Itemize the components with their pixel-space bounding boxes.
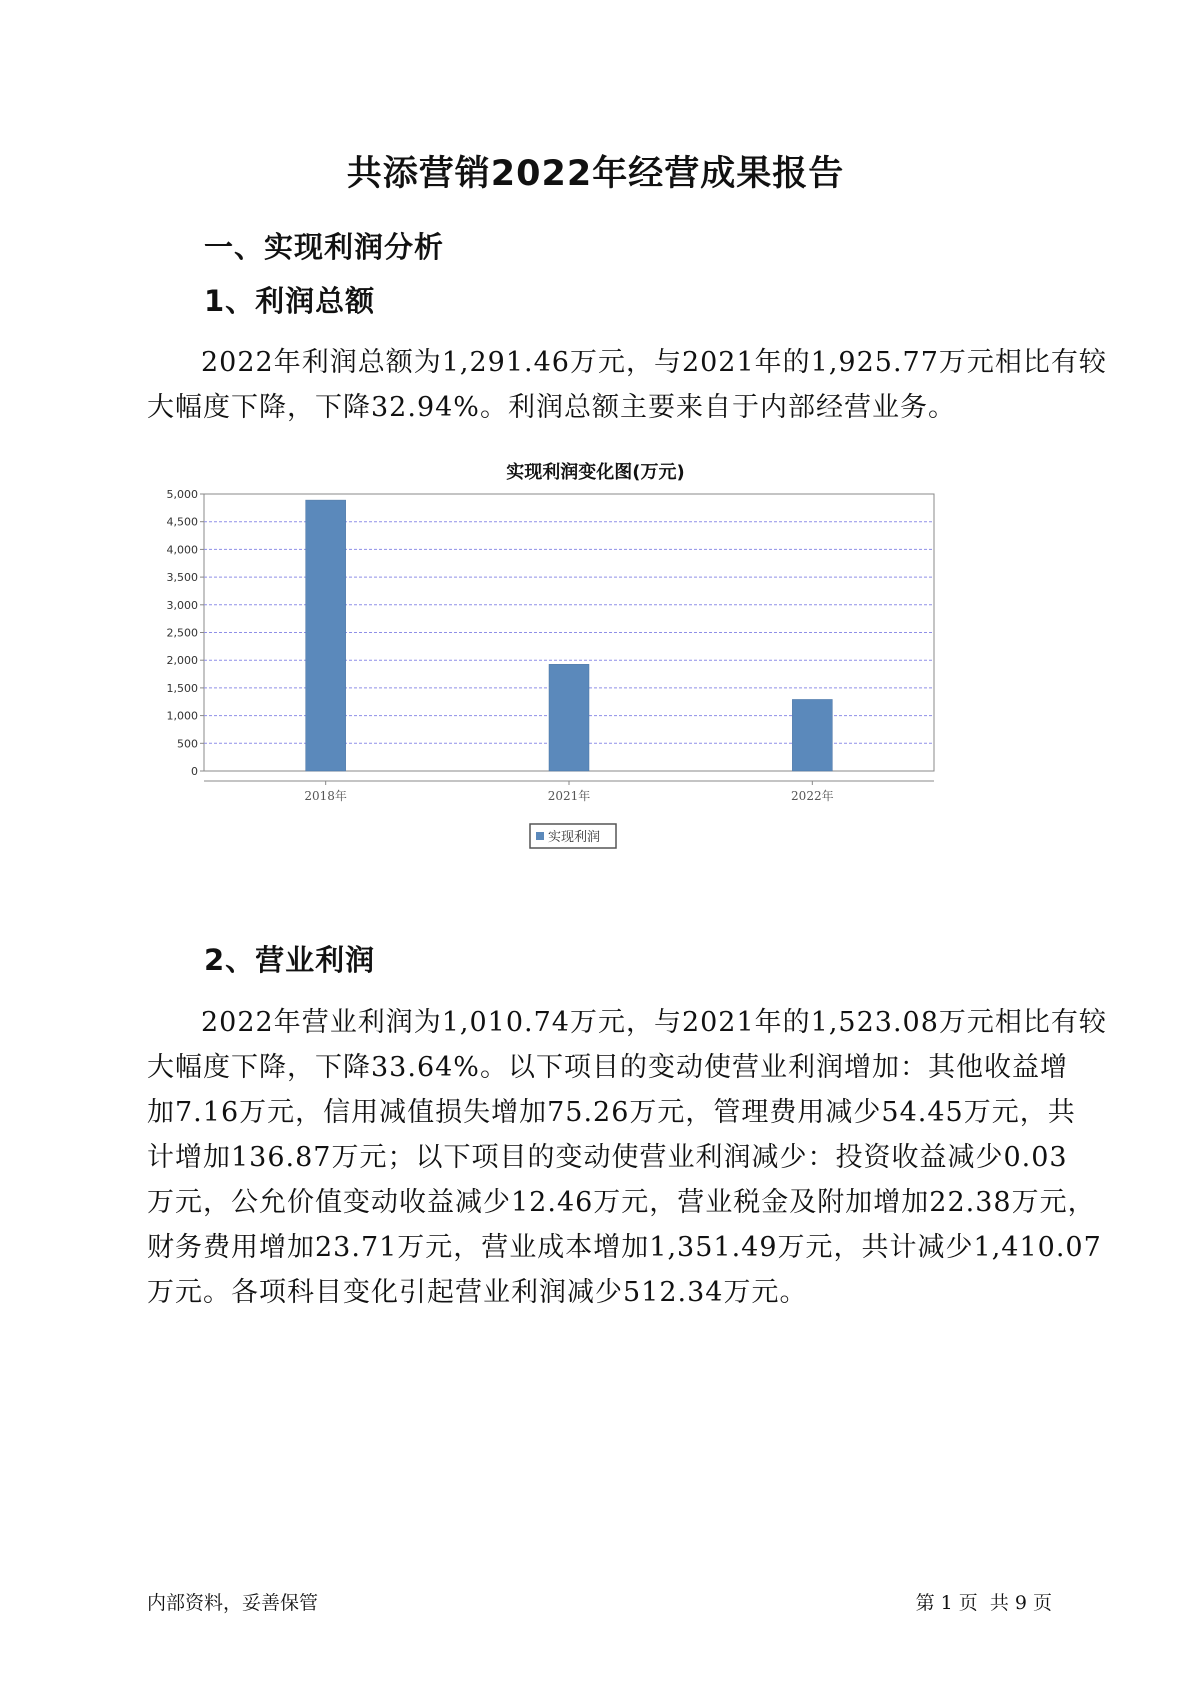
subsection-heading-total-profit: 1、利润总额 xyxy=(204,284,376,318)
y-tick-label: 1,000 xyxy=(166,709,198,723)
y-tick-label: 4,500 xyxy=(166,515,198,529)
footer-confidential-note: 内部资料，妥善保管 xyxy=(147,1592,319,1614)
bar-2018年 xyxy=(306,500,346,771)
y-tick-label: 4,000 xyxy=(166,543,198,557)
y-tick-label: 0 xyxy=(191,765,198,778)
y-tick-label: 500 xyxy=(177,737,198,751)
paragraph-line: 加7.16万元，信用减值损失增加75.26万元，管理费用减少54.45万元，共 xyxy=(147,1097,1076,1128)
y-tick-label: 2,500 xyxy=(166,626,198,640)
legend-label: 实现利润 xyxy=(548,830,601,845)
y-tick-label: 1,500 xyxy=(166,681,198,695)
y-tick-label: 2,000 xyxy=(166,654,198,668)
paragraph-line: 大幅度下降，下降33.64%。以下项目的变动使营业利润增加：其他收益增 xyxy=(147,1052,1068,1083)
y-tick-label: 3,500 xyxy=(166,571,198,585)
x-tick-label: 2018年 xyxy=(304,789,347,803)
paragraph-line: 2022年营业利润为1,010.74万元，与2021年的1,523.08万元相比有较 xyxy=(201,1007,1107,1038)
paragraph-operating-profit xyxy=(147,1000,1107,1315)
paragraph-line: 计增加136.87万元；以下项目的变动使营业利润减少：投资收益减少0.03 xyxy=(147,1142,1068,1173)
document-title: 共添营销2022年经营成果报告 xyxy=(346,154,845,194)
bar-2022年 xyxy=(792,699,832,771)
paragraph-line: 财务费用增加23.71万元，营业成本增加1,351.49万元，共计减少1,410.07 xyxy=(147,1232,1102,1263)
subsection-heading-operating-profit: 2、营业利润 xyxy=(204,943,376,977)
legend-swatch xyxy=(536,832,544,840)
y-tick-label: 5,000 xyxy=(166,490,198,501)
y-tick-label: 3,000 xyxy=(166,598,198,612)
paragraph-line: 大幅度下降，下降32.94%。利润总额主要来自于内部经营业务。 xyxy=(147,392,956,423)
footer-page-number: 第 1 页 共 9 页 xyxy=(915,1592,1052,1614)
x-tick-label: 2021年 xyxy=(547,789,591,803)
chart-title: 实现利润变化图(万元) xyxy=(506,462,685,483)
paragraph-total-profit xyxy=(147,340,1107,430)
bar-2021年 xyxy=(549,664,589,771)
section-heading: 一、实现利润分析 xyxy=(204,230,445,264)
paragraph-line: 万元，公允价值变动收益减少12.46万元，营业税金及附加增加22.38万元， xyxy=(147,1187,1096,1218)
profit-bar-chart xyxy=(150,490,1050,900)
x-tick-label: 2022年 xyxy=(791,789,834,803)
paragraph-line: 万元。各项科目变化引起营业利润减少512.34万元。 xyxy=(147,1277,808,1308)
paragraph-line: 2022年利润总额为1,291.46万元，与2021年的1,925.77万元相比有较 xyxy=(201,347,1107,378)
